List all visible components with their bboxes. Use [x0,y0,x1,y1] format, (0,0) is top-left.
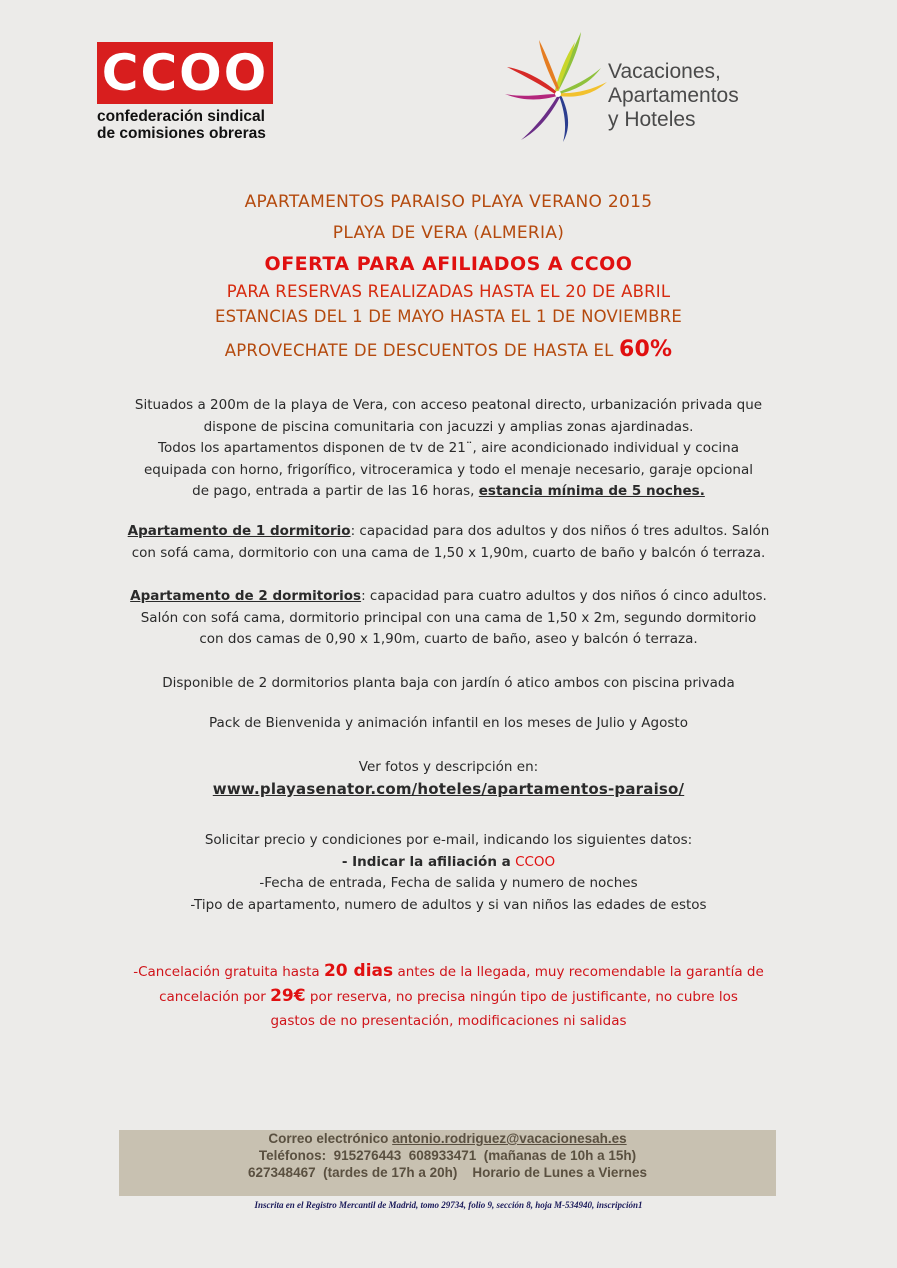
apt2-label: Apartamento de 2 dormitorios [130,588,362,604]
cancellation-line3: gastos de no presentación, modificaciones ni salidas [270,1013,627,1029]
apt2-line3: con dos camas de 0,90 x 1,90m, cuarto de baño, aseo y balcón ó terraza. [199,631,698,647]
description-line5: de pago, entrada a partir de las 16 horas, [192,483,475,499]
cancellation-days: 20 dias [323,961,394,981]
cancellation-part3: cancelación por [159,989,266,1005]
photos-intro: Ver fotos y descripción en: [358,759,539,775]
contact-email-link[interactable]: antonio.rodriguez@vacacionesah.es [392,1131,627,1146]
cancellation-line2 [110,984,787,1009]
apartment-1-bedroom-paragraph [110,521,787,564]
vacaciones-line3: y Hoteles [608,108,696,131]
request-intro: Solicitar precio y condiciones por e-mail, indicando los siguientes datos: [204,832,693,848]
ccoo-logo-box [97,42,273,104]
cancellation-price: 29€ [270,986,306,1006]
cancellation-part4: por reserva, no precisa ningún tipo de justificante, no cubre los [309,989,738,1005]
website-link[interactable]: www.playasenator.com/hoteles/apartamentos-paraiso/ [212,780,685,798]
description-paragraph [110,395,787,503]
apt2-line2: Salón con sofá cama, dormitorio principal con una cama de 1,50 x 2m, segundo dormitorio [140,609,757,626]
cancellation-part2: antes de la llegada, muy recomendable la garantía de [397,964,764,980]
apt1-label: Apartamento de 1 dormitorio [127,523,351,539]
ground-floor-note: Disponible de 2 dormitorios planta baja con jardín ó atico ambos con piscina privada [162,675,735,691]
description-line: Todos los apartamentos disponen de tv de 21¨, aire acondicionado individual y cocina [158,440,739,456]
contact-email-label: Correo electrónico [268,1131,389,1146]
vacaciones-line1: Vacaciones, [608,60,721,83]
discount-text: APROVECHATE DE DESCUENTOS DE HASTA EL [224,341,614,360]
contact-email-row [119,1130,776,1147]
headline-deadline: PARA RESERVAS REALIZADAS HASTA EL 20 DE ABRIL [226,282,671,301]
description-line: equipada con horno, frigorífico, vitroceramica y todo el menaje necesario, garaje opcional [144,461,753,478]
headline-title: APARTAMENTOS PARAISO PLAYA VERANO 2015 [244,192,653,212]
ccoo-logo [97,42,297,142]
contact-phones-row: Teléfonos: 915276443 608933471 (mañanas de 10h a 15h) [258,1148,637,1163]
welcome-pack-note: Pack de Bienvenida y animación infantil en los meses de Julio y Agosto [209,715,688,731]
description-line: dispone de piscina comunitaria con jacuzzi y amplias zonas ajardinadas. [203,418,694,435]
request-item1-brand: CCOO [515,853,556,870]
vacaciones-logo-text [608,60,739,132]
apartment-2-bedroom-paragraph [110,586,787,651]
flower-icon [503,30,608,145]
ccoo-subtitle-line2: de comisiones obreras [97,125,266,142]
contact-phones-row2: 627348467 (tardes de 17h a 20h) Horario de Lunes a Viernes [248,1165,647,1180]
ccoo-subtitle-line1: confederación sindical [97,108,265,125]
headline-location: PLAYA DE VERA (ALMERIA) [332,223,565,243]
apt1-line1 [110,521,787,543]
min-stay-notice: estancia mínima de 5 noches. [478,483,705,499]
ccoo-logo-letters: CCOO [101,44,269,102]
apt2-line1 [110,586,787,608]
request-item-dates: -Fecha de entrada, Fecha de salida y numero de noches [259,875,638,891]
request-item-apartment: -Tipo de apartamento, numero de adultos y si van niños las edades de estos [190,896,707,913]
apt1-line1-text: : capacidad para dos adultos y dos niños ó tres adultos. Salón [350,523,770,539]
apt2-line1-text: : capacidad para cuatro adultos y dos niños ó cinco adultos. [361,588,767,604]
description-line: Situados a 200m de la playa de Vera, con acceso peatonal directo, urbanización privada que [134,397,763,413]
request-item-affiliation [110,852,787,874]
discount-value: 60% [619,337,673,362]
ccoo-logo-subtitle [97,108,297,142]
cancellation-part1: -Cancelación gratuita hasta [133,964,320,980]
registry-footnote: Inscrita en el Registro Mercantil de Madrid, tomo 29734, folio 9, sección 8, hoja M-534940, inscripción1 [254,1200,643,1210]
contact-box [119,1130,776,1196]
vacaciones-logo [503,30,763,150]
description-line [110,481,787,503]
cancellation-policy [110,959,787,1033]
cancellation-line1 [110,959,787,984]
request-item1-prefix: - Indicar la afiliación a [341,853,511,870]
headline-stay-period: ESTANCIAS DEL 1 DE MAYO HASTA EL 1 DE NOVIEMBRE [214,307,682,326]
headline-offer: OFERTA PARA AFILIADOS A CCOO [264,253,633,275]
request-section [110,830,787,916]
apt1-line2: con sofá cama, dormitorio con una cama de 1,50 x 1,90m, cuarto de baño y balcón ó terraza. [131,544,766,561]
vacaciones-line2: Apartamentos [608,84,739,107]
headline-discount [0,337,897,362]
